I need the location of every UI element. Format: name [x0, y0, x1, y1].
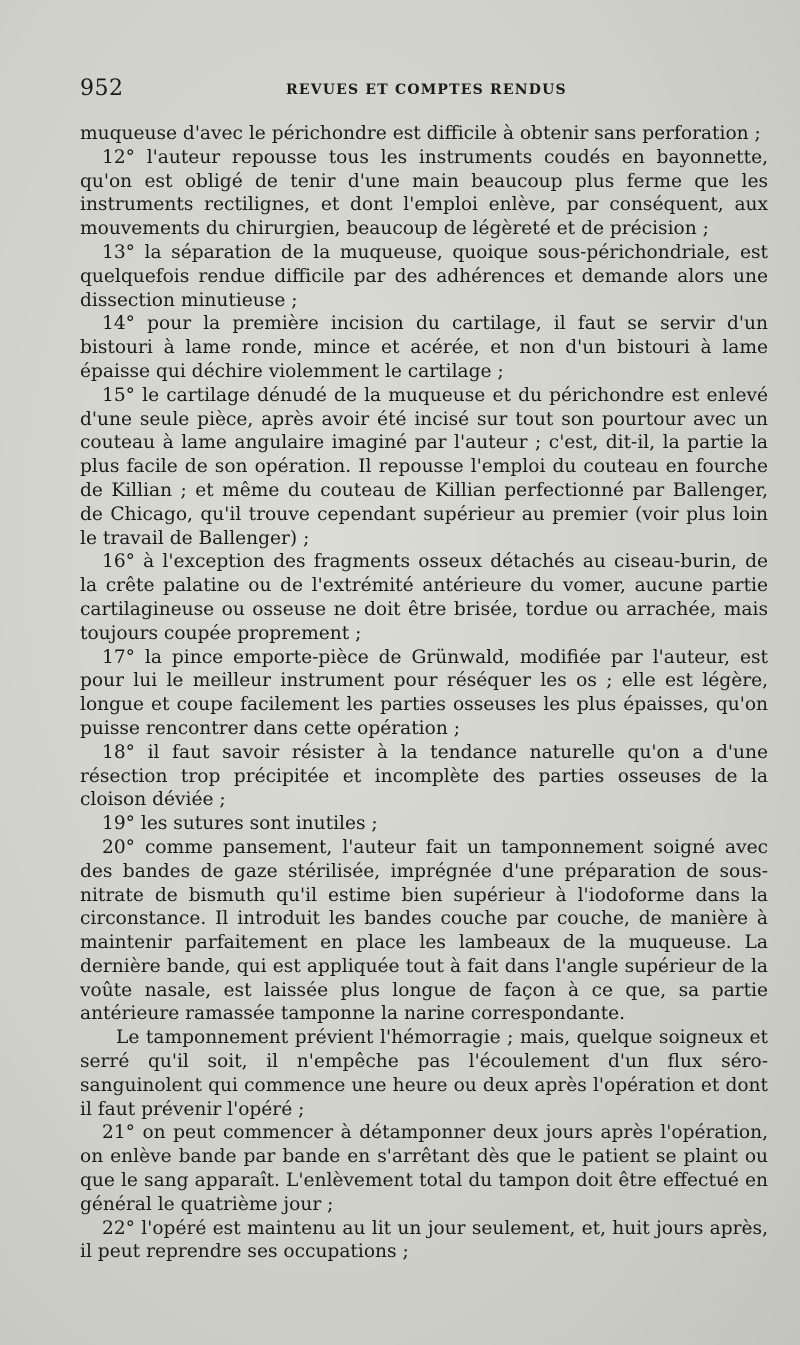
item-number: 14° [102, 313, 135, 335]
list-item [80, 146, 768, 241]
paragraph-text: on peut commencer à détamponner deux jours après l'opération, on enlève bande par bande en s'arrêtant dès que le patient se plaint ou que le sang apparaît. L'enlèvement total du tampon doit être effectué en général le quatrième jour ; [80, 1122, 768, 1215]
body-text [80, 122, 768, 1264]
item-number: 13° [102, 241, 135, 263]
paragraph-text: il faut savoir résister à la tendance naturelle qu'on a d'une résection trop précipitée et incomplète des parties osseuses de la cloison déviée ; [80, 741, 768, 811]
list-item [80, 1217, 768, 1265]
paragraph-text: les sutures sont inutiles ; [140, 813, 378, 835]
list-item [80, 741, 768, 812]
list-item [80, 384, 768, 551]
list-item [80, 241, 768, 312]
paragraph-text: pour la première incision du cartilage, il faut se servir d'un bistouri à lame ronde, mince et acérée, et non d'un bistouri à lame épaisse qui déchire violemment le cartilage ; [80, 313, 768, 382]
item-number: 16° [102, 551, 135, 573]
paragraph-text: le cartilage dénudé de la muqueuse et du périchondre est enlevé d'une seule pièce, après avoir été incisé sur tout son pourtour avec un couteau à lame angulaire imaginé par l'auteur ; c'est, dit-il, la partie la plus facile de son opération. Il repousse l'emploi du couteau en fourche de Killian ; et même du couteau de Killian perfectionné par Ballenger, de Chicago, qu'il trouve cependant supérieur au premier (voir plus loin le travail de Ballenger) ; [80, 384, 768, 549]
list-item [80, 1121, 768, 1216]
list-item [80, 812, 768, 836]
item-number: 15° [102, 384, 135, 406]
item-number: 21° [102, 1122, 135, 1144]
paragraph-text: Le tamponnement prévient l'hémorragie ; mais, quelque soigneux et serré qu'il soit, il n'empêche pas l'écoulement d'un flux séro-sanguinolent qui commence une heure ou deux après l'opération et dont il faut prévenir l'opéré ; [80, 1027, 768, 1120]
item-number: 20° [102, 836, 135, 858]
item-number: 18° [102, 741, 135, 763]
paragraph-continuation [80, 122, 768, 146]
item-number: 17° [102, 646, 135, 668]
list-item [80, 836, 768, 1026]
page-number: 952 [80, 76, 124, 101]
running-title: REVUES ET COMPTES RENDUS [286, 82, 567, 98]
paragraph-text: la séparation de la muqueuse, quoique sous-périchondriale, est quelquefois rendue difficile par des adhérences et demande alors une dissection minutieuse ; [80, 241, 768, 311]
paragraph-text: à l'exception des fragments osseux détachés au ciseau-burin, de la crête palatine ou de l'extrémité antérieure du vomer, aucune partie cartilagineuse ou osseuse ne doit être brisée, tordue ou arrachée, mais toujours coupée proprement ; [80, 551, 768, 644]
paragraph-text: muqueuse d'avec le périchondre est difficile à obtenir sans perforation ; [80, 123, 761, 144]
paragraph-text: la pince emporte-pièce de Grünwald, modifiée par l'auteur, est pour lui le meilleur instrument pour réséquer les os ; elle est légère, longue et coupe facilement les parties osseuses les plus épaisses, qu'on puisse rencontrer dans cette opération ; [80, 646, 768, 739]
item-number: 22° [102, 1217, 135, 1239]
list-item [80, 312, 768, 383]
page-header [80, 76, 770, 106]
paragraph-text: comme pansement, l'auteur fait un tamponnement soigné avec des bandes de gaze stérilisée, imprégnée d'une préparation de sous-nitrate de bismuth qu'il estime bien supérieur à l'iodoforme dans la circonstance. Il introduit les bandes couche par couche, de manière à maintenir parfaitement en place les lambeaux de la muqueuse. La dernière bande, qui est appliquée tout à fait dans l'angle supérieur de la voûte nasale, est laissée plus longue de façon à ce que, sa partie antérieure ramassée tamponne la narine correspondante. [80, 836, 768, 1025]
list-item [80, 646, 768, 741]
list-item [80, 550, 768, 645]
paragraph [80, 1026, 768, 1121]
paragraph-text: l'auteur repousse tous les instruments coudés en bayonnette, qu'on est obligé de tenir d'une main beaucoup plus ferme que les instruments rectilignes, et dont l'emploi enlève, par conséquent, aux mouvements du chirurgien, beaucoup de légèreté et de précision ; [80, 146, 768, 240]
item-number: 12° [102, 146, 135, 168]
paragraph-text: l'opéré est maintenu au lit un jour seulement, et, huit jours après, il peut reprendre ses occupations ; [80, 1217, 769, 1263]
item-number: 19° [102, 813, 135, 835]
